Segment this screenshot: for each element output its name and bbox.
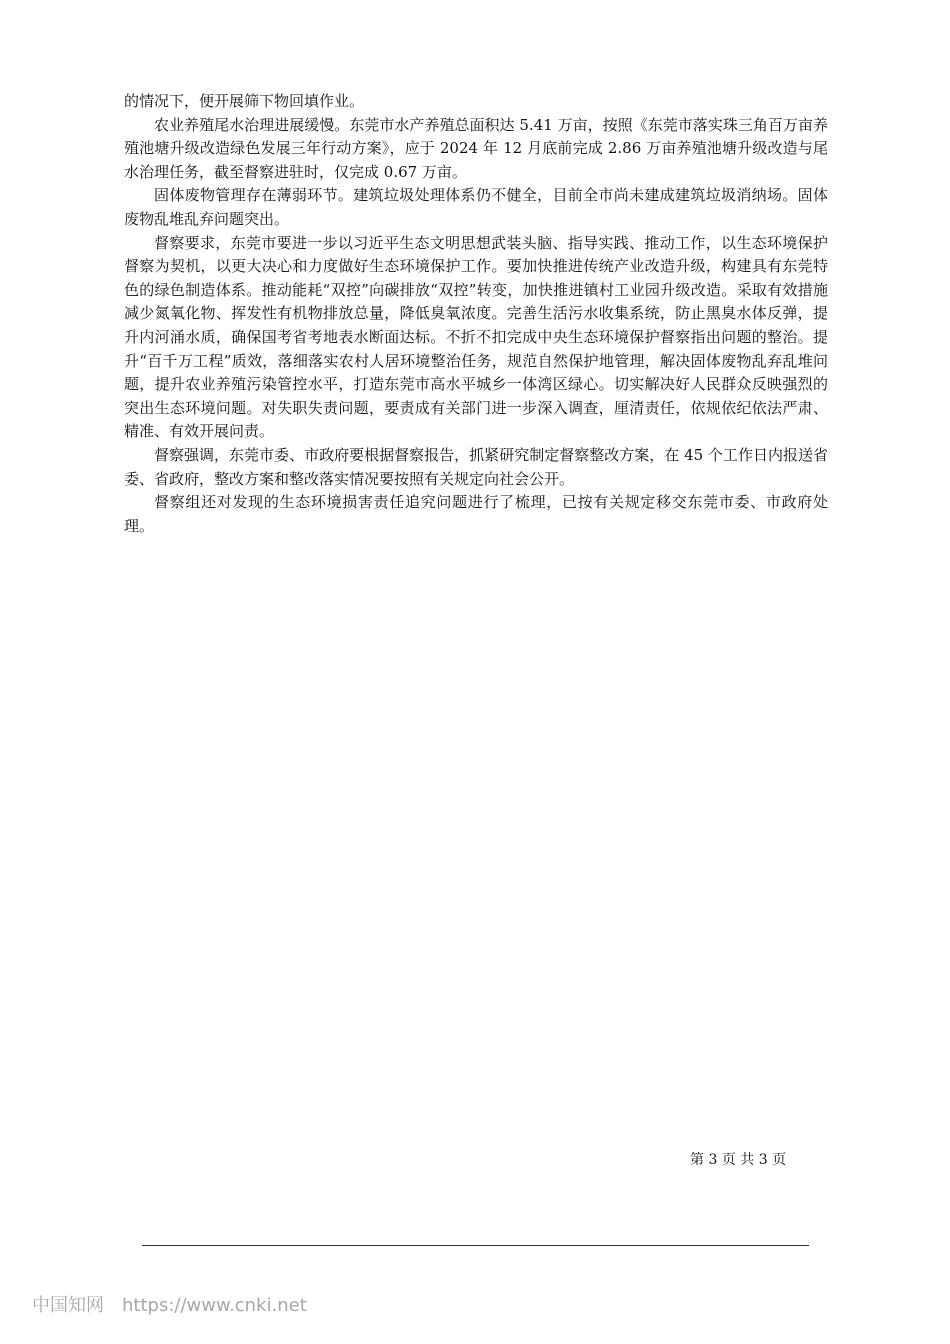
paragraph-aquaculture: 农业养殖尾水治理进展缓慢。东莞市水产养殖总面积达 5.41 万亩，按照《东莞市落实珠三角百万亩养殖池塘升级改造绿色发展三年行动方案》，应于 2024 年 12 月底前完成 2.86 万亩养殖池塘升级改造与尾水治理任务，截至督察进驻时，仅完成 0.67 万亩。 xyxy=(124,115,828,181)
footer-divider xyxy=(142,1245,809,1246)
watermark-url: https://www.cnki.net xyxy=(122,1295,307,1316)
paragraph-requirements: 督察要求，东莞市要进一步以习近平生态文明思想武装头脑、指导实践、推动工作，以生态环境保护督察为契机，以更大决心和力度做好生态环境保护工作。要加快推进传统产业改造升级，构建具有东莞特色的绿色制造体系。推动能耗“双控”向碳排放“双控”转变，加快推进镇村工业园升级改造。采取有效措施减少氮氧化物、挥发性有机物排放总量，降低臭氧浓度。完善生活污水收集系统，防止黑臭水体反弹，提升内河涌水质，确保国考省考地表水断面达标。不折不扣完成中央生态环境保护督察指出问题的整治。提升“百千万工程”质效，落细落实农村人居环境整治任务，规范自然保护地管理，解决固体废物乱弃乱堆问题，提升农业养殖污染管控水平，打造东莞市高水平城乡一体湾区绿心。切实解决好人民群众反映强烈的突出生态环境问题。对失职失责问题，要责成有关部门进一步深入调查，厘清责任，依规依纪依法严肃、精准、有效开展问责。 xyxy=(124,233,828,441)
watermark xyxy=(32,1294,307,1318)
page-number: 第 3 页 共 3 页 xyxy=(690,1152,787,1168)
watermark-name: 中国知网 xyxy=(32,1295,104,1316)
document-body xyxy=(124,90,828,538)
paragraph-emphasis: 督察强调，东莞市委、市政府要根据督察报告，抓紧研究制定督察整改方案，在 45 个工作日内报送省委、省政府，整改方案和整改落实情况要按照有关规定向社会公开。 xyxy=(124,445,828,488)
paragraph-accountability: 督察组还对发现的生态环境损害责任追究问题进行了梳理，已按有关规定移交东莞市委、市政府处理。 xyxy=(124,493,828,535)
paragraph-solid-waste: 固体废物管理存在薄弱环节。建筑垃圾处理体系仍不健全，目前全市尚未建成建筑垃圾消纳场。固体废物乱堆乱弃问题突出。 xyxy=(124,186,828,228)
paragraph-continuation: 的情况下，便开展筛下物回填作业。 xyxy=(124,92,365,110)
